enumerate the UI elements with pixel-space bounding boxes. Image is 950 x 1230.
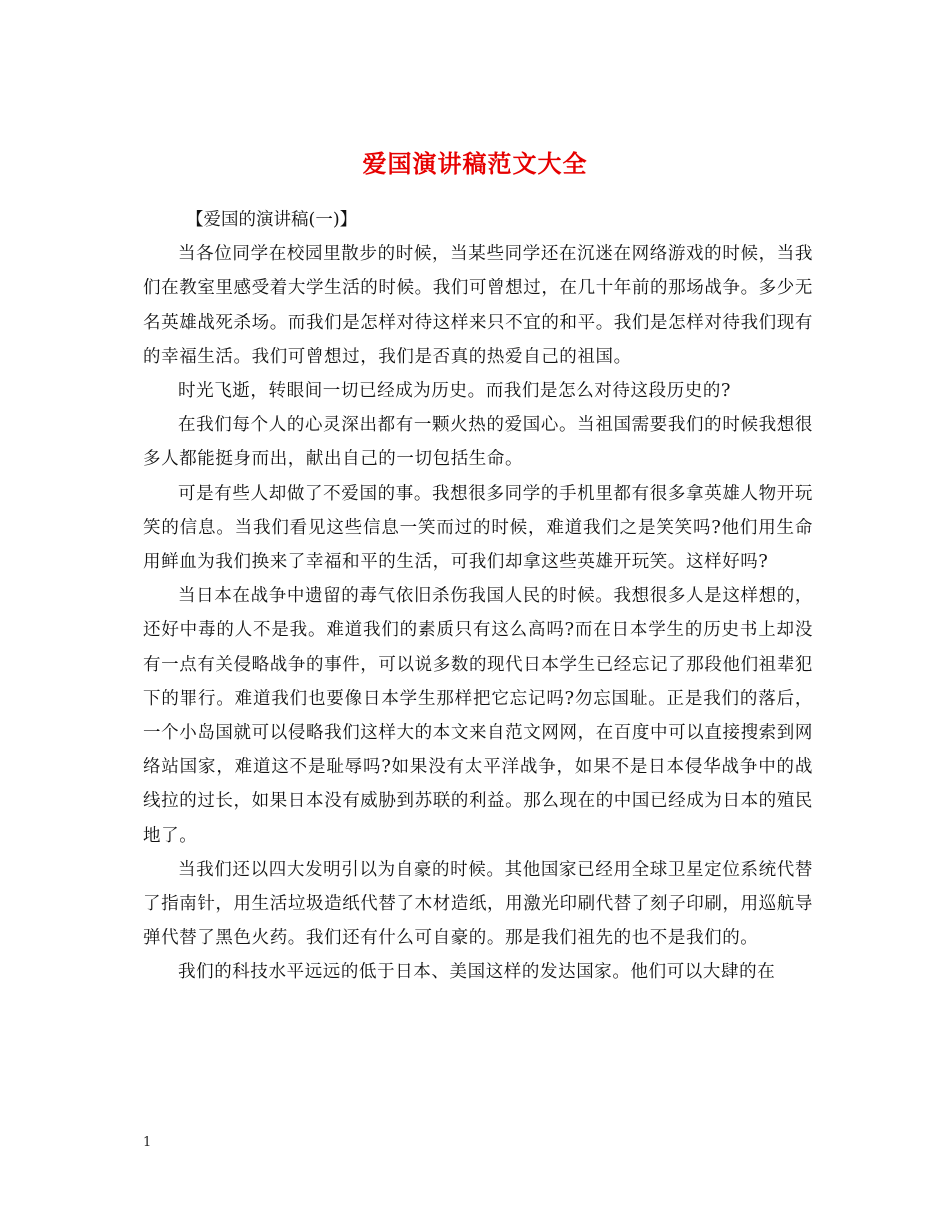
paragraph: 当日本在战争中遗留的毒气依旧杀伤我国人民的时候。我想很多人是这样想的，还好中毒的人不是我。难道我们的素质只有这么高吗?而在日本学生的历史书上却没有一点有关侵略战争的事件，可以说多数的现代日本学生已经忘记了那段他们祖辈犯下的罪行。难道我们也要像日本学生那样把它忘记吗?勿忘国耻。正是我们的落后，一个小岛国就可以侵略我们这样大的本文来自范文网网，在百度中可以直接搜索到网络站国家，难道这不是耻辱吗?如果没有太平洋战争，如果不是日本侵华战争中的战线拉的过长，如果日本没有威胁到苏联的利益。那么现在的中国已经成为日本的殖民地了。 <box>143 586 813 846</box>
paragraph: 我们的科技水平远远的低于日本、美国这样的发达国家。他们可以大肆的在 <box>178 962 776 983</box>
paragraph: 时光飞逝，转眼间一切已经成为历史。而我们是怎么对待这段历史的? <box>178 381 731 402</box>
paragraph: 当各位同学在校园里散步的时候，当某些同学还在沉迷在网络游戏的时候，当我们在教室里感受着大学生活的时候。我们可曾想过，在几十年前的那场战争。多少无名英雄战死杀场。而我们是怎样对待这样来只不宜的和平。我们是怎样对待我们现有的幸福生活。我们可曾想过，我们是否真的热爱自己的祖国。 <box>143 244 813 367</box>
document-body <box>143 203 813 990</box>
paragraph: 在我们每个人的心灵深出都有一颗火热的爱国心。当祖国需要我们的时候我想很多人都能挺身而出，献出自己的一切包括生命。 <box>143 415 813 470</box>
document-title: 爱国演讲稿范文大全 <box>362 149 588 179</box>
paragraph: 当我们还以四大发明引以为自豪的时候。其他国家已经用全球卫星定位系统代替了指南针，用生活垃圾造纸代替了木材造纸，用激光印刷代替了刻子印刷，用巡航导弹代替了黑色火药。我们还有什么可自豪的。那是我们祖先的也不是我们的。 <box>143 859 813 949</box>
paragraph: 可是有些人却做了不爱国的事。我想很多同学的手机里都有很多拿英雄人物开玩笑的信息。当我们看见这些信息一笑而过的时候，难道我们之是笑笑吗?他们用生命用鲜血为我们换来了幸福和平的生活，可我们却拿这些英雄开玩笑。这样好吗? <box>143 483 813 573</box>
page-number: 1 <box>143 1135 152 1150</box>
section-heading: 【爱国的演讲稿(一)】 <box>186 210 358 230</box>
